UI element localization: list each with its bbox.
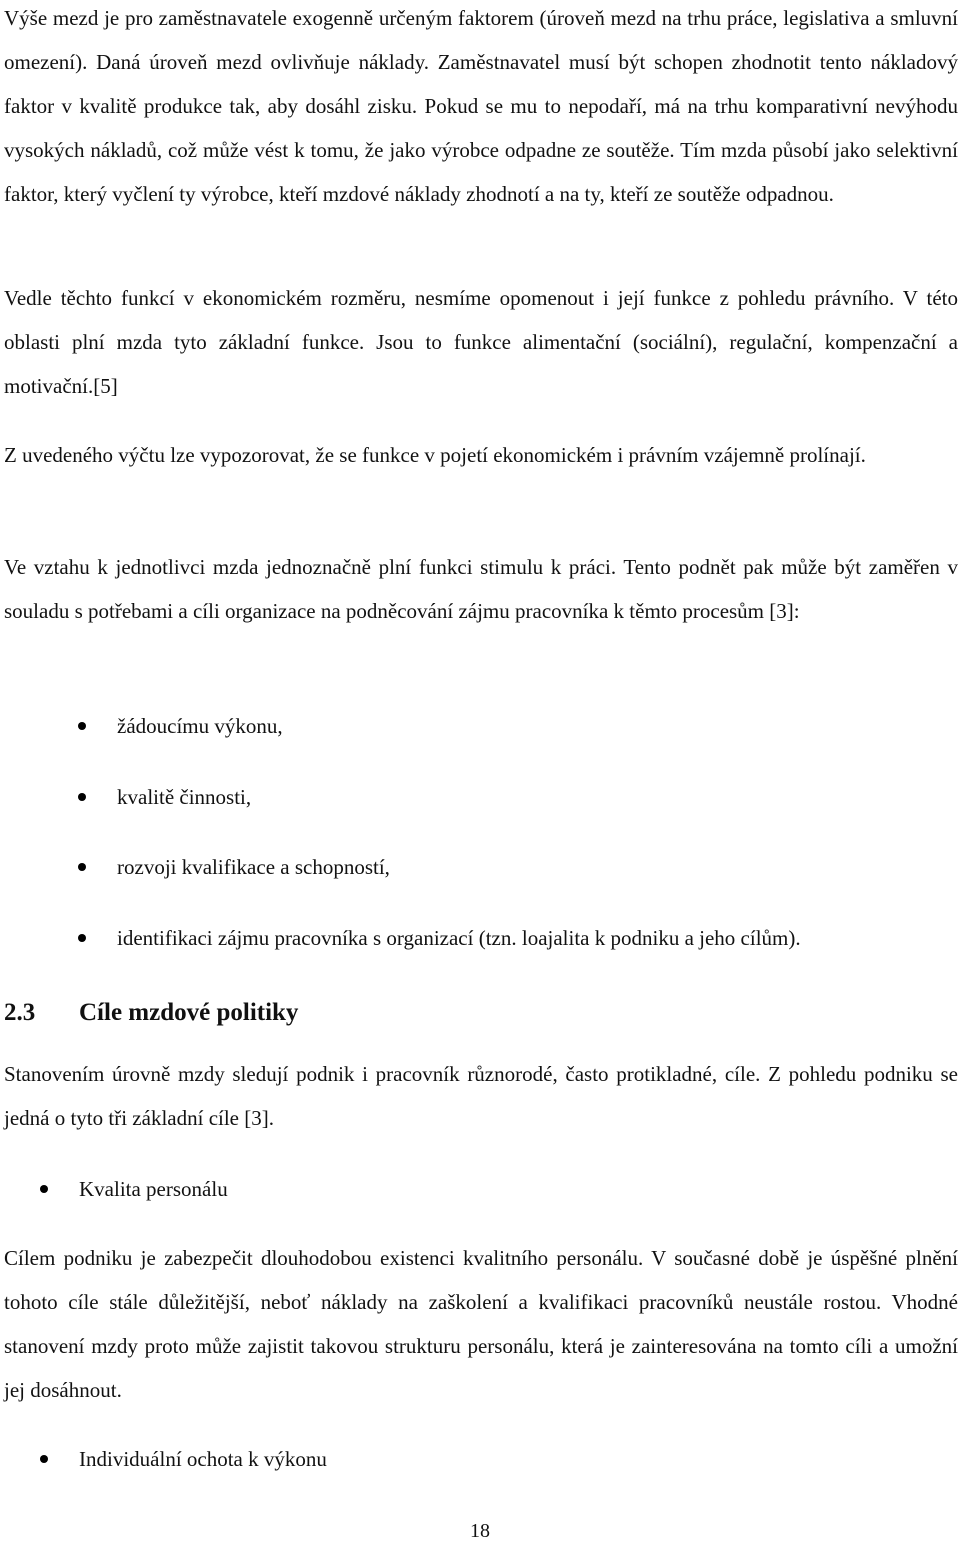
paragraph-legal-functions: Vedle těchto funkcí v ekonomickém rozměru, nesmíme opomenout i její funkce z pohledu právního. V této oblasti plní mzda tyto základní funkce. Jsou to funkce alimentační (sociální), regulační, kompenzační a motivační.[5] — [4, 286, 958, 398]
paragraph-personnel-quality: Cílem podniku je zabezpečit dlouhodobou existenci kvalitního personálu. V současné době je úspěšné plnění tohoto cíle stále důležitější, neboť náklady na zaškolení a kvalifikaci pracovníků neustále rostou. Vhodné stanovení mzdy proto může zajistit takovou strukturu personálu, která je zainteresována na tomto cíli a umožní jej dosáhnout. — [4, 1246, 958, 1402]
bullet-icon — [40, 1185, 48, 1193]
list-item-text: kvalitě činnosti, — [117, 785, 252, 809]
bullet-icon — [78, 863, 86, 871]
section-heading — [4, 996, 298, 1030]
list-item — [117, 852, 390, 882]
paragraph-goals-intro: Stanovením úrovně mzdy sledují podnik i pracovník různorodé, často protikladné, cíle. Z pohledu podniku se jedná o tyto tři základní cíle [3]. — [4, 1062, 958, 1130]
section-title: Cíle mzdové politiky — [79, 999, 299, 1026]
paragraph-stimulus: Ve vztahu k jednotlivci mzda jednoznačně plní funkci stimulu k práci. Tento podnět pak může být zaměřen v souladu s potřebami a cíli organizace na podněcování zájmu pracovníka k těmto procesům [3]: — [4, 555, 958, 623]
list-item-text: Individuální ochota k výkonu — [79, 1447, 327, 1471]
bullet-icon — [78, 793, 86, 801]
list-item — [117, 711, 283, 741]
bullet-icon — [78, 934, 86, 942]
list-item-text: Kvalita personálu — [79, 1177, 228, 1201]
list-item — [117, 782, 251, 812]
bullet-icon — [78, 722, 86, 730]
bullet-icon — [40, 1455, 48, 1463]
paragraph-overlap: Z uvedeného výčtu lze vypozorovat, že se funkce v pojetí ekonomickém i právním vzájemně prolínají. — [4, 443, 866, 467]
list-item-text: žádoucímu výkonu, — [117, 714, 283, 738]
list-item-text: identifikaci zájmu pracovníka s organizací (tzn. loajalita k podniku a jeho cílům). — [117, 926, 801, 950]
list-item — [117, 923, 801, 953]
section-number: 2.3 — [4, 999, 36, 1026]
paragraph-wage-factor: Výše mezd je pro zaměstnavatele exogenně určeným faktorem (úroveň mezd na trhu práce, legislativa a smluvní omezení). Daná úroveň mezd ovlivňuje náklady. Zaměstnavatel musí být schopen zhodnotit tento nákladový faktor v kvalitě produkce tak, aby dosáhl zisku. Pokud se mu to nepodaří, má na trhu komparativní nevýhodu vysokých nákladů, což může vést k tomu, že jako výrobce odpadne ze soutěže. Tím mzda působí jako selektivní faktor, který vyčlení ty výrobce, kteří mzdové náklady zhodnotí a na ty, kteří ze soutěže odpadnou. — [4, 6, 958, 206]
page-number: 18 — [470, 1520, 490, 1542]
list-item — [79, 1444, 327, 1474]
list-item-text: rozvoji kvalifikace a schopností, — [117, 855, 390, 879]
list-item — [79, 1174, 228, 1204]
